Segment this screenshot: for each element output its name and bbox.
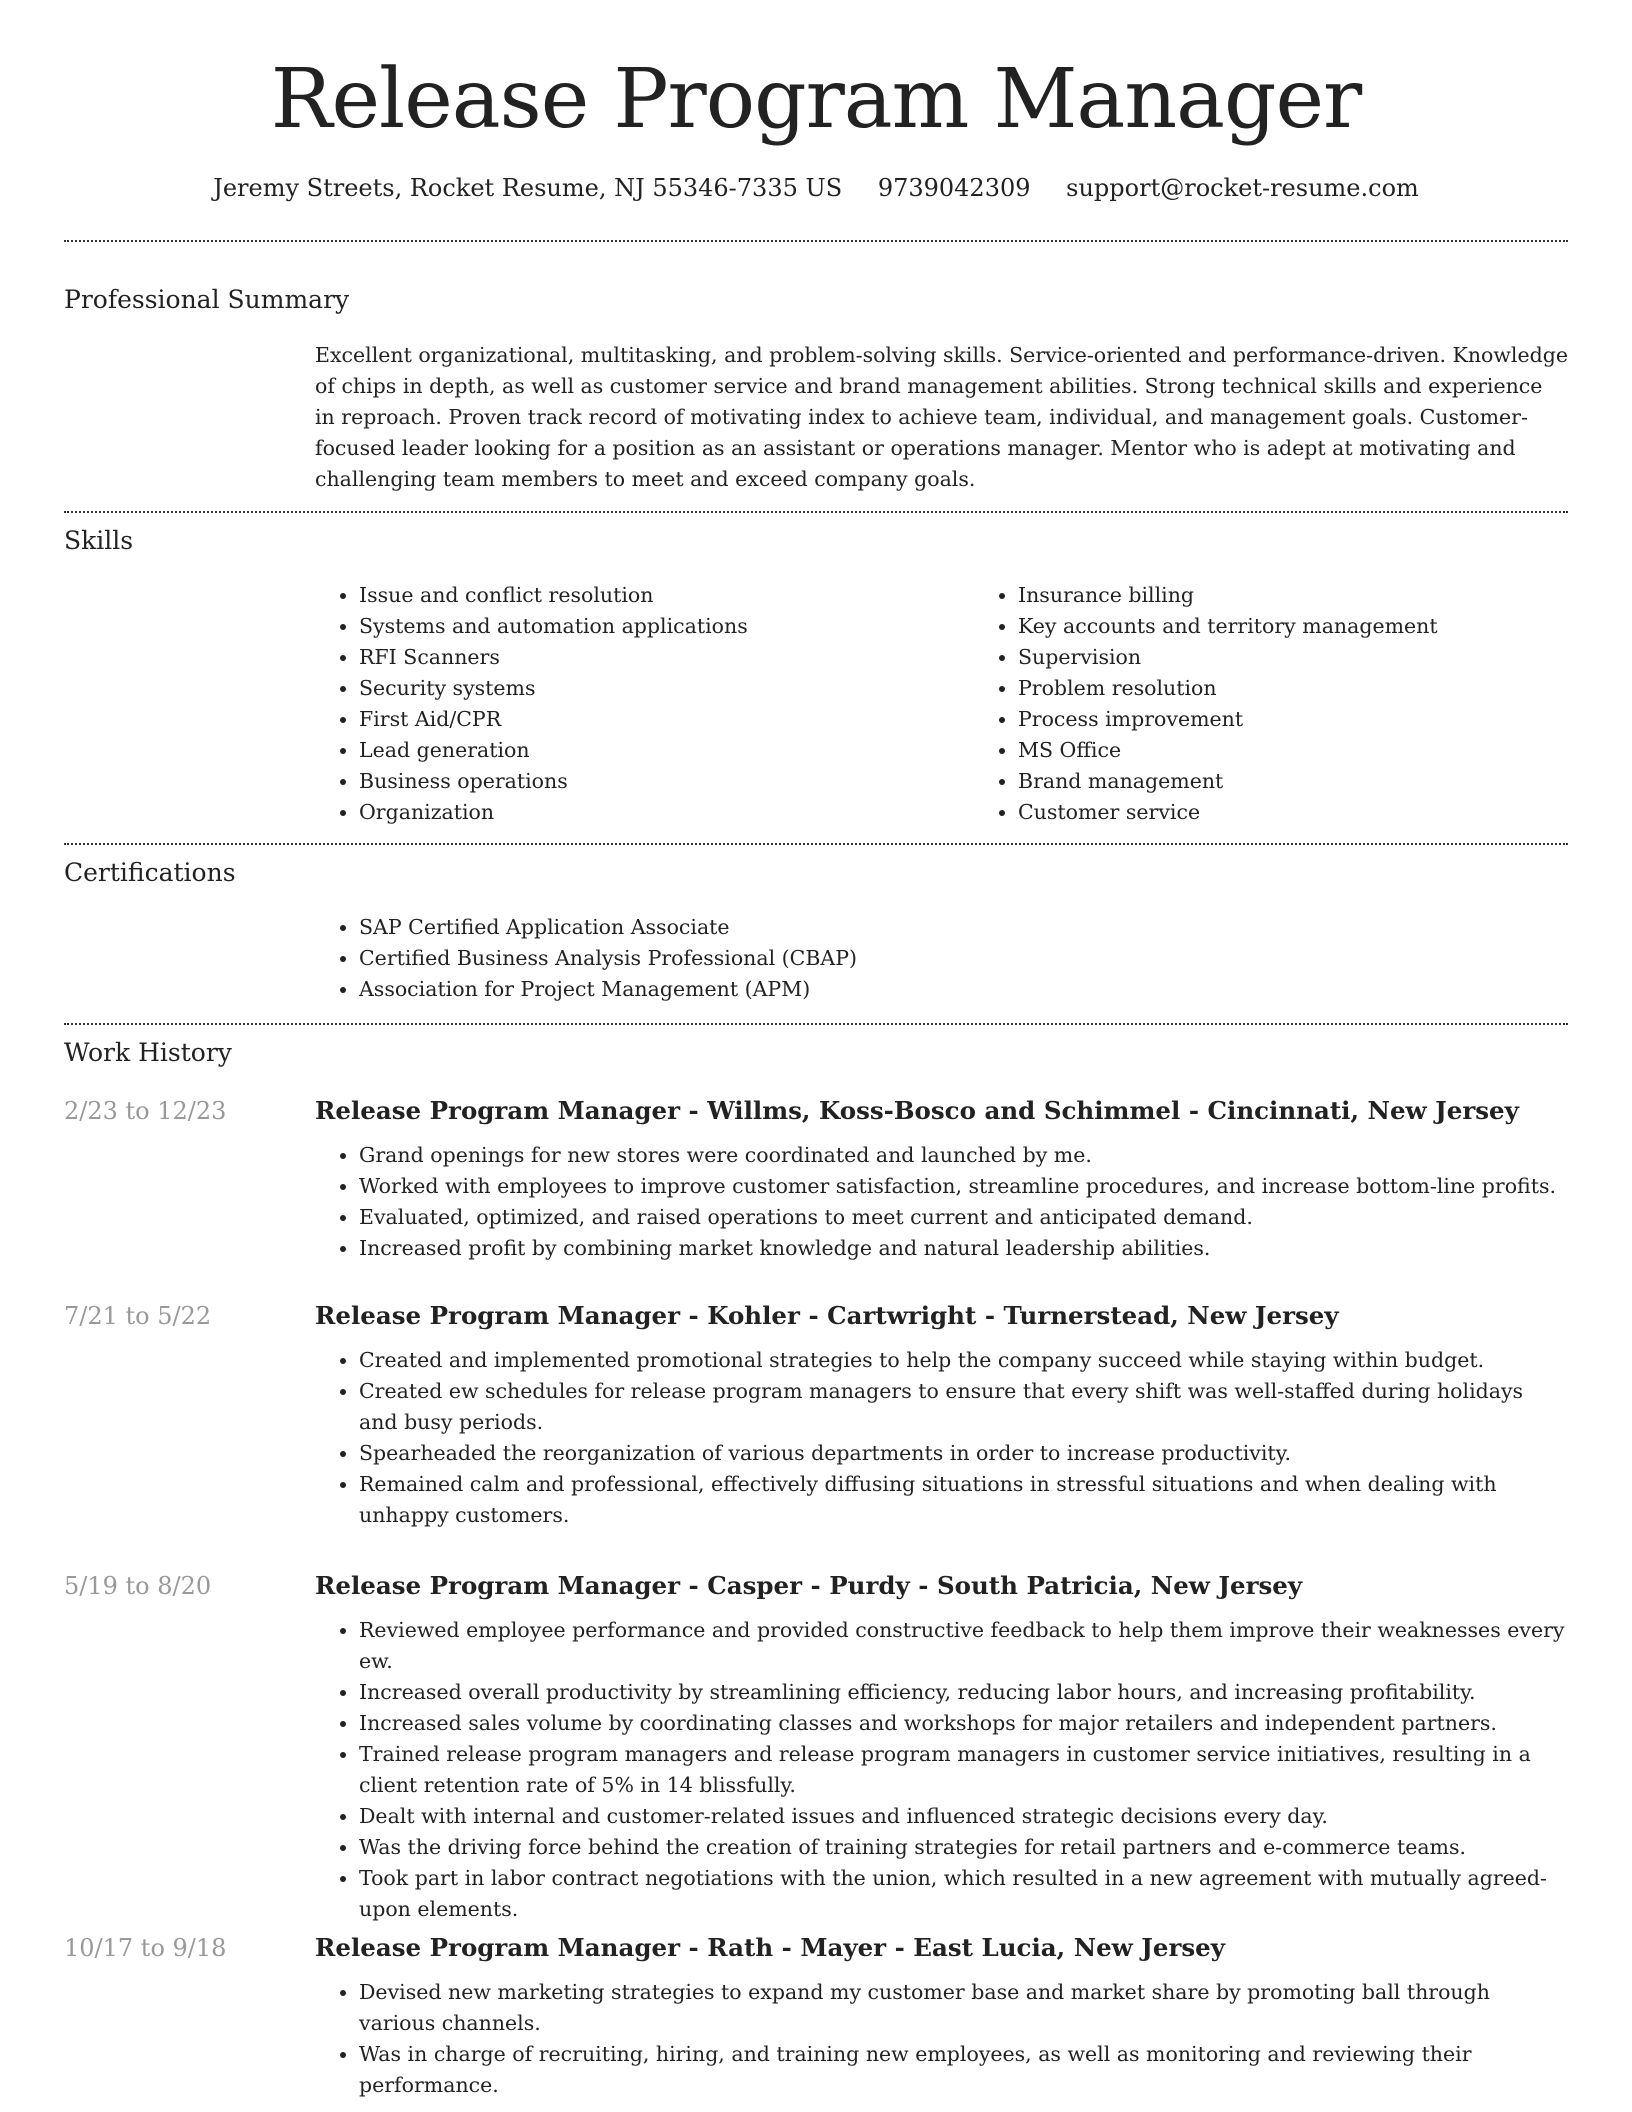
job-bullet: • Trained release program managers and release program managers in customer service initiatives, resulting in a client retention rate of 5% in 14 blissfully. <box>359 1739 1568 1801</box>
skill-item: • Process improvement <box>1018 704 1588 735</box>
job-bullets <box>315 1140 1568 1264</box>
job-title: Release Program Manager - Rath - Mayer - East Lucia, New Jersey <box>315 1933 1226 1962</box>
job-bullet: • Dealt with internal and customer-related issues and influenced strategic decisions every day. <box>359 1801 1568 1832</box>
skill-item: • Security systems <box>359 673 929 704</box>
job-dates: 10/17 to 9/18 <box>64 1934 227 1962</box>
job-bullet: • Grand openings for new stores were coordinated and launched by me. <box>359 1140 1568 1171</box>
section-divider <box>64 843 1568 845</box>
skills-list-right <box>974 580 1588 828</box>
certifications-heading: Certifications <box>64 858 236 887</box>
skill-item: • MS Office <box>1018 735 1588 766</box>
contact-address: Jeremy Streets, Rocket Resume, NJ 55346-7335 US <box>213 174 843 202</box>
job-bullet: • Devised new marketing strategies to expand my customer base and market share by promoting ball through various channels. <box>359 1977 1568 2039</box>
job-bullet: • Increased sales volume by coordinating classes and workshops for major retailers and independent partners. <box>359 1708 1568 1739</box>
job-title: Release Program Manager - Casper - Purdy - South Patricia, New Jersey <box>315 1571 1303 1600</box>
skills-list-left <box>315 580 929 828</box>
skill-item: • Problem resolution <box>1018 673 1588 704</box>
job-bullets <box>315 1977 1568 2101</box>
skill-item: • First Aid/CPR <box>359 704 929 735</box>
job-bullet: • Took part in labor contract negotiations with the union, which resulted in a new agreement with mutually agreed-upon elements. <box>359 1863 1568 1925</box>
summary-section <box>315 340 1568 495</box>
job-bullet: • Increased overall productivity by streamlining efficiency, reducing labor hours, and increasing profitability. <box>359 1677 1568 1708</box>
job-entry <box>315 1569 1568 1925</box>
job-entry <box>315 1299 1568 1531</box>
job-entry <box>315 1931 1568 2101</box>
job-dates: 5/19 to 8/20 <box>64 1572 212 1600</box>
job-title: Release Program Manager - Willms, Koss-Bosco and Schimmel - Cincinnati, New Jersey <box>315 1096 1519 1125</box>
summary-heading: Professional Summary <box>64 285 350 314</box>
certification-item: • Association for Project Management (APM) <box>359 974 1568 1005</box>
job-bullet: • Worked with employees to improve customer satisfaction, streamline procedures, and increase bottom-line profits. <box>359 1171 1568 1202</box>
certification-item: • SAP Certified Application Associate <box>359 912 1568 943</box>
job-bullet: • Increased profit by combining market knowledge and natural leadership abilities. <box>359 1233 1568 1264</box>
contact-line <box>64 172 1568 204</box>
job-bullet: • Remained calm and professional, effectively diffusing situations in stressful situations and when dealing with unhappy customers. <box>359 1469 1568 1531</box>
summary-text: Excellent organizational, multitasking, and problem-solving skills. Service-oriented and performance-driven. Knowledge of chips in depth, as well as customer service and brand management abilities. Strong technical skills and experience in reproach. Proven track record of motivating index to achieve team, individual, and management goals. Customer-focused leader looking for a position as an assistant or operations manager. Mentor who is adept at motivating and challenging team members to meet and exceed company goals. <box>315 343 1568 491</box>
contact-phone: 9739042309 <box>877 174 1031 202</box>
job-bullet: • Created and implemented promotional strategies to help the company succeed while staying within budget. <box>359 1345 1568 1376</box>
section-divider <box>64 240 1568 242</box>
skill-item: • RFI Scanners <box>359 642 929 673</box>
skill-item: • Insurance billing <box>1018 580 1588 611</box>
job-dates: 2/23 to 12/23 <box>64 1097 227 1125</box>
job-dates: 7/21 to 5/22 <box>64 1302 212 1330</box>
skills-heading: Skills <box>64 526 134 555</box>
job-bullet: • Was the driving force behind the creation of training strategies for retail partners and e-commerce teams. <box>359 1832 1568 1863</box>
job-bullets <box>315 1615 1568 1925</box>
job-bullet: • Evaluated, optimized, and raised operations to meet current and anticipated demand. <box>359 1202 1568 1233</box>
skill-item: • Organization <box>359 797 929 828</box>
skill-item: • Systems and automation applications <box>359 611 929 642</box>
job-bullet: • Reviewed employee performance and provided constructive feedback to help them improve their weaknesses every ew. <box>359 1615 1568 1677</box>
job-bullet: • Was in charge of recruiting, hiring, and training new employees, as well as monitoring and reviewing their performance. <box>359 2039 1568 2101</box>
skill-item: • Issue and conflict resolution <box>359 580 929 611</box>
job-title: Release Program Manager - Kohler - Cartwright - Turnerstead, New Jersey <box>315 1301 1339 1330</box>
skill-item: • Supervision <box>1018 642 1588 673</box>
certification-item: • Certified Business Analysis Professional (CBAP) <box>359 943 1568 974</box>
skills-section <box>315 580 1568 828</box>
job-entry <box>315 1094 1568 1264</box>
skill-item: • Customer service <box>1018 797 1588 828</box>
skill-item: • Brand management <box>1018 766 1588 797</box>
certifications-section <box>315 912 1568 1005</box>
candidate-name: Release Program Manager <box>270 52 1362 147</box>
certifications-list <box>315 912 1568 1005</box>
work-history-heading: Work History <box>64 1038 232 1067</box>
skill-item: • Business operations <box>359 766 929 797</box>
section-divider <box>64 1023 1568 1025</box>
contact-email: support@rocket-resume.com <box>1066 174 1419 202</box>
skill-item: • Lead generation <box>359 735 929 766</box>
job-bullets <box>315 1345 1568 1531</box>
section-divider <box>64 511 1568 513</box>
job-bullet: • Created ew schedules for release program managers to ensure that every shift was well-staffed during holidays and busy periods. <box>359 1376 1568 1438</box>
job-bullet: • Spearheaded the reorganization of various departments in order to increase productivity. <box>359 1438 1568 1469</box>
skill-item: • Key accounts and territory management <box>1018 611 1588 642</box>
